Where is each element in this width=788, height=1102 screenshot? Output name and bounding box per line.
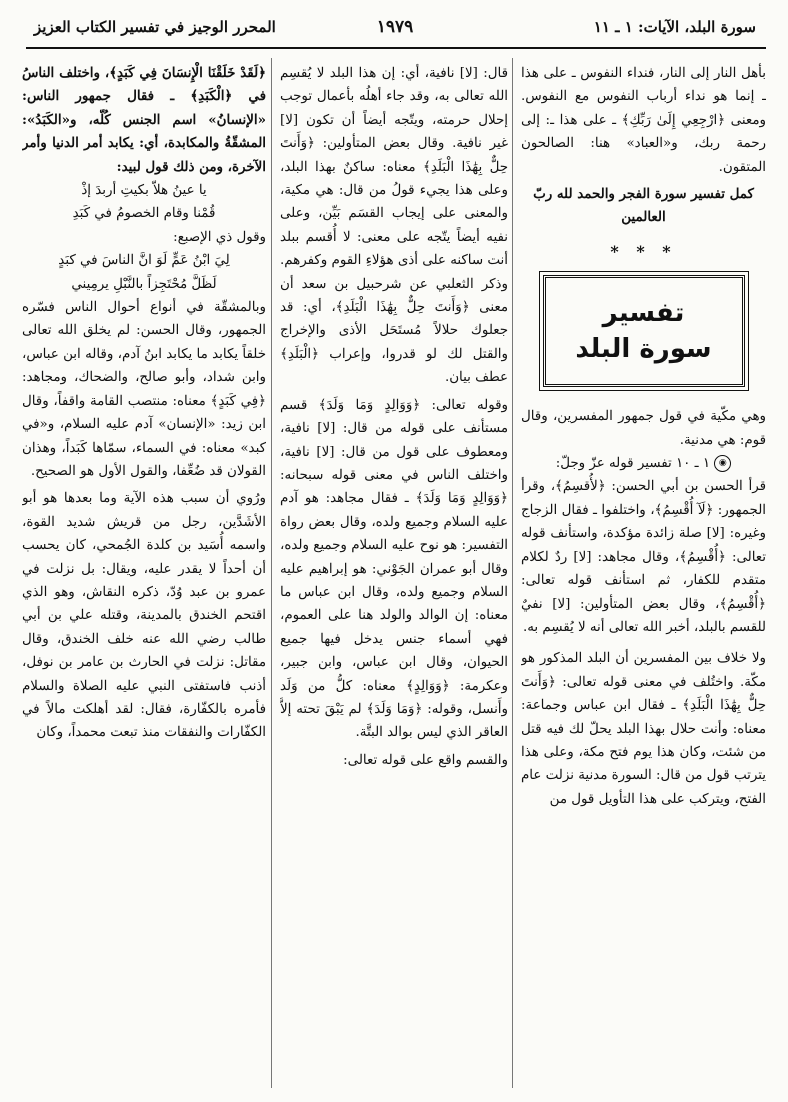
ayah-range: ١ ـ ١٠	[675, 456, 711, 472]
paragraph: قرأ الحسن بن أبي الحسن: ﴿لأُقسِمُ﴾، وقرأ الجمهور: ﴿لَآ أُقْسِمُ﴾، واختلفوا ـ فقال الزجاج وغيره: [لا] صلة زائدة مؤكدة، واستأنف قوله تعالى: ﴿أُقْسِمُ﴾، وقال مجاهد: [لا] ردٌ لكلام متقدم للكفار، ثم استأنف قوله تعالى: ﴿أُقْسِمُ﴾، وقال بعض المتأولين: [لا] نفيٌ للقسم بالبلد، أخبر الله تعالى أنه لا يُقسِم به.	[521, 479, 766, 635]
column-divider	[512, 58, 513, 1088]
middle-column	[280, 62, 508, 1092]
paragraph: ولا خلاف بين المفسرين أن البلد المذكور هو مكّة. واختُلف في معنى قوله تعالى: ﴿وَأَنتَ حِلٌّ بِهَٰذَا الْبَلَدِ﴾ ـ فقال ابن عباس وجماعة: معناه: وأنت حلال بهذا البلد يحلّ لك فيه قتل من شئت، وكان هذا يوم فتح مكة، وعلى هذا يترتب قول من قال: السورة مدنية نزلت عام الفتح، ويتركب على هذا التأويل قول من	[521, 651, 766, 807]
paragraph: وقول ذي الإصبع:	[173, 229, 266, 245]
page-number: ١٩٧٩	[376, 17, 414, 37]
poetry-line: لِيَ ابْنُ عَمٍّ لَوَ انَّ الناسَ في كبَدٍ	[58, 253, 230, 269]
section-heading-text: تفسير قوله عزّ وجلّ:	[555, 456, 672, 472]
surah-end-note: كمل تفسير سورة الفجر والحمد لله ربّ العالمين	[533, 186, 754, 226]
surah-title-line1: تفسير	[602, 298, 685, 329]
surah-title-line2: سورة البلد	[575, 334, 712, 365]
section-heading	[521, 452, 766, 475]
paragraph: وبالمشقّة في أنواع أحوال الناس فسّره الجمهور، وقال الحسن: لم يخلق الله تعالى خلقاً يكابد ما يكابد ابنُ آدم، وقاله ابن عباس، وابن شداد، وأبو صالح، والضحاك، ومجاهد: ﴿فِي كَبَدٍ﴾ معناه: منتصب القامة واقفاً، وقال ابن زيد: «الإنسان» آدم عليه السلام، و«في كبد» معناه: في السماء، سمّاها كَبَداً، وهذان القولان قد ضُعِّفا، والقول الأول هو الصحيح.	[22, 300, 266, 479]
paragraph: وهي مكّية في قول جمهور المفسرين، وقال قوم: هي مدنية.	[521, 409, 766, 448]
left-column	[22, 62, 266, 1092]
header-surah-info: سورة البلد، الآيات: ١ ـ ١١	[593, 18, 756, 36]
poetry-line: قُمْنا وقام الخصومُ في كَبَدِ	[72, 206, 216, 222]
paragraph: والقسم واقع على قوله تعالى:	[343, 752, 508, 768]
page-header	[26, 14, 764, 44]
surah-title-box	[543, 275, 745, 387]
paragraph: قال: [لا] نافية، أي: إن هذا البلد لا يُقسِم الله تعالى به، وقد جاء أهلُه بأعمال توجب إحلال حرمته، ويتّجه أيضاً أن تكون [لا] غير نافية. وقال بعض المتأولين: ﴿وَأَنتَ حِلٌّ بِهَٰذَا الْبَلَدِ﴾ معناه: ساكنٌ بهذا البلد، وعلى هذا يجيء قولُ من قال: هي مكية، والمعنى على إيجاب القسَم بَيِّن، وعلى نفيه أيضاً يتّجه على معنى: لا أُقسم ببلد أنت ساكنه على أذى هؤلاءِ القوم وكفرهم. وذكر الثعلبي عن شرحبيل بن سعد أن معنى ﴿وَأَنتَ حِلٌّ بِهَٰذَا الْبَلَدِ﴾، أي: قد جعلوك حلالاً مُستَحَل الأذى والإخراج والقتل لك لو قدروا، وإعراب ﴿الْبَلَدِ﴾ عطف بيان.	[280, 66, 508, 386]
right-column	[521, 62, 766, 1092]
paragraph: ﴿لَقَدْ خَلَقْنَا الْإِنسَانَ فِي كَبَدٍ﴾، واختلف الناسُ في ﴿الْكَبَدِ﴾ ـ فقال جمهور الناس: «الإنسانُ» اسم الجنس كُلّه، و«الكَبَدُ»: المشقّةُ والمكابدة، أي: يكابد أمر الدنيا وأمر الآخرة، ومن ذلك قول لبيد:	[22, 65, 266, 175]
poetry-line: لَظَلَّ مُحْتَجِزاً بالنَّبْلِ يرمِيني	[71, 276, 217, 292]
header-rule	[26, 47, 766, 49]
poetry-line: يا عينُ هلاّ بكيتِ أربدَ إذْ	[81, 183, 207, 199]
header-book-title: المحرر الوجيز في تفسير الكتاب العزيز	[34, 18, 276, 36]
paragraph: وقوله تعالى: ﴿وَوَالِدٍ وَمَا وَلَدَ﴾ قسم مستأنف على قوله من قال: [لا] نافية، ومعطوف على قول من قال: [لا] نافية، واختلف الناس في معنى قوله سبحانه: ﴿وَوَالِدٍ وَمَا وَلَدَ﴾ ـ فقال مجاهد: هو آدم عليه السلام وجميع ولده، وقال بعض رواة التفسير: هو نوح عليه السلام وجميع ولده، وقال أبو عمران الجَوْني: هو إبراهيم عليه السلام وجميع ولده، وقال ابن عباس ما معناه: إن الوالد والولد هنا على العموم، فهي أسماء جنس يدخل فيها جميع الحيوان، وقال ابن عباس، وابن جبير، وعكرمة: ﴿وَوَالِدٍ﴾ معناه: كلُّ من وَلَد وأَنسل، وقوله: ﴿وَمَا وَلَدَ﴾ لم يَبْقَ تحته إلاَّ العاقر الذي ليس بوالد البتَّة.	[280, 397, 508, 741]
paragraph: ورُوي أن سبب هذه الآية وما بعدها هو أبو الأشَدَّين، رجل من قريش شديد القوة، واسمه أُسَيد بن كلدة الجُمحي، كان يحسب أن أحداً لا يقدر عليه، ويقال: بل نزلت في عمرو بن عبد وُدّ، ذكره النقاش، وهو الذي اقتحم الخندق بالمدينة، وقتله علي بن أبي طالب رضي الله عنه خلف الخندق، وقال مقاتل: نزلت في الحارث بن عامر بن نوفل، أذنب فاستفتى النبي عليه الصلاة والسلام فأمره بالكفّارة، فقال: لقد أهلكت مالاً في الكفّارات والنفقات منذ تبعت محمداً، وكان	[22, 491, 266, 741]
ayah-marker: ◉	[714, 455, 731, 472]
column-divider	[271, 58, 272, 1088]
paragraph: بأهل النار إلى النار، فنداء النفوس ـ على هذا ـ إنما هو نداء أرباب النفوس مع النفوس. ومعنى ﴿ارْجِعِي إِلَىٰ رَبِّكِ﴾ ـ على هذا ـ: إلى رحمة ربك، و«العباد» هنا: الصالحون المتقون.	[521, 66, 766, 175]
separator-stars: * * *	[610, 241, 677, 261]
